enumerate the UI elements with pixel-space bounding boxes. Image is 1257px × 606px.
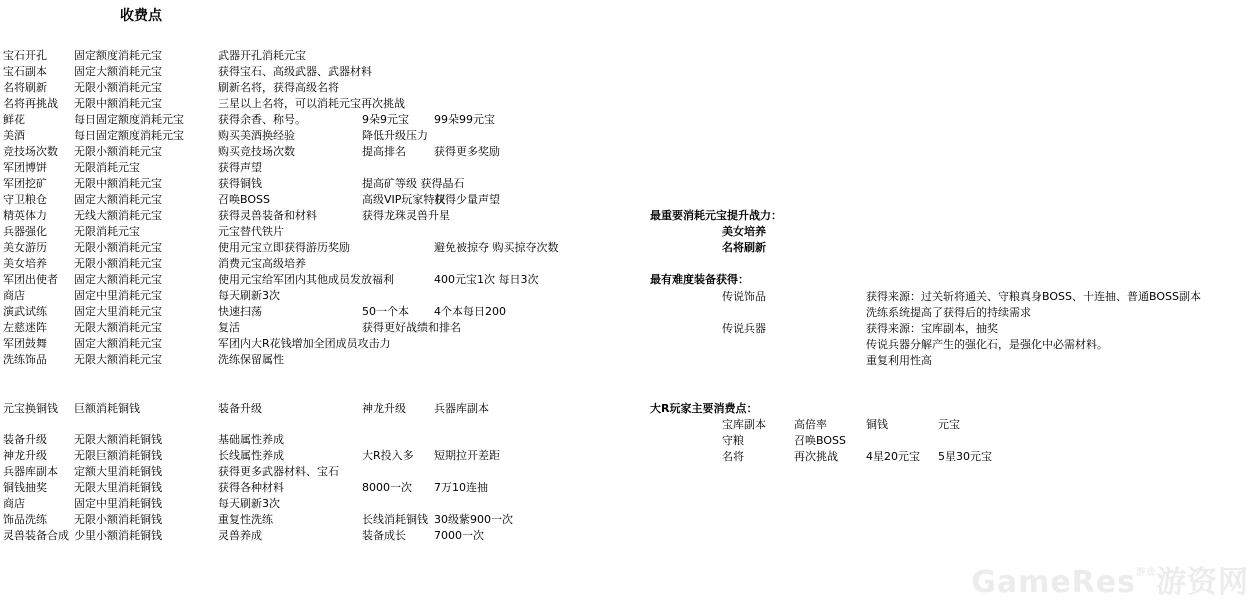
yuanbao-row-18-col3: 复活 xyxy=(218,321,240,334)
yuanbao-row-20-col1: 洗练饰品 xyxy=(3,353,47,366)
copper-row-7-col1: 灵兽装备合成 xyxy=(3,529,69,542)
yuanbao-row-10-col2: 固定大额消耗元宝 xyxy=(74,193,162,206)
copper-row-6-col5: 30级紫900一次 xyxy=(434,513,513,526)
bigr-row-2-col1: 守粮 xyxy=(722,434,744,447)
yuanbao-row-12-col2: 无限消耗元宝 xyxy=(74,225,140,238)
copper-title-row-col4: 神龙升级 xyxy=(362,402,406,415)
copper-row-1-col1: 装备升级 xyxy=(3,433,47,446)
copper-row-4-col2: 无限大里消耗铜钱 xyxy=(74,481,162,494)
yuanbao-row-15-col1: 军团出使者 xyxy=(3,273,58,286)
yuanbao-row-7-col4: 提高排名 xyxy=(362,145,406,158)
yuanbao-row-3-col2: 无限小额消耗元宝 xyxy=(74,81,162,94)
watermark-small: 游戏 xyxy=(1135,568,1156,578)
yuanbao-row-4-col2: 无限中额消耗元宝 xyxy=(74,97,162,110)
gameres-watermark xyxy=(971,566,1249,600)
yuanbao-row-10-col1: 守卫粮仓 xyxy=(3,193,47,206)
yuanbao-row-1-col1: 宝石开孔 xyxy=(3,49,47,62)
power-heading: 最重要消耗元宝提升战力： xyxy=(650,209,782,222)
yuanbao-row-18-col4: 获得更好战绩和排名 xyxy=(362,321,461,334)
yuanbao-row-6-col3: 购买美酒换经验 xyxy=(218,129,295,142)
yuanbao-row-20-col2: 无限大额消耗元宝 xyxy=(74,353,162,366)
yuanbao-row-9-col4: 提高矿等级 获得晶石 xyxy=(362,177,465,190)
yuanbao-row-4-col1: 名将再挑战 xyxy=(3,97,58,110)
gear-note-2: 洗练系统提高了获得后的持续需求 xyxy=(866,306,1031,319)
copper-row-3-col2: 定额大里消耗铜钱 xyxy=(74,465,162,478)
yuanbao-row-16-col2: 固定中里消耗元宝 xyxy=(74,289,162,302)
yuanbao-row-5-col3: 获得余香、称号。 xyxy=(218,113,306,126)
yuanbao-row-12-col1: 兵器强化 xyxy=(3,225,47,238)
copper-row-5-col3: 每天刷新3次 xyxy=(218,497,280,510)
yuanbao-row-2-col3: 获得宝石、高级武器、武器材料 xyxy=(218,65,372,78)
yuanbao-row-15-col3: 使用元宝给军团内其他成员发放福利 xyxy=(218,273,394,286)
yuanbao-row-16-col3: 每天刷新3次 xyxy=(218,289,280,302)
copper-row-7-col4: 装备成长 xyxy=(362,529,406,542)
bigr-row-3-col1: 名将 xyxy=(722,450,744,463)
copper-row-1-col3: 基础属性养成 xyxy=(218,433,284,446)
copper-title-row-col3: 装备升级 xyxy=(218,402,262,415)
yuanbao-row-6-col1: 美酒 xyxy=(3,129,25,142)
yuanbao-row-18-col1: 左慈迷阵 xyxy=(3,321,47,334)
yuanbao-row-16-col1: 商店 xyxy=(3,289,25,302)
yuanbao-row-5-col1: 鲜花 xyxy=(3,113,25,126)
copper-title-row-col5: 兵器库副本 xyxy=(434,402,489,415)
yuanbao-row-10-col5: 获得少量声望 xyxy=(434,193,500,206)
copper-row-2-col4: 大R投入多 xyxy=(362,449,414,462)
yuanbao-row-2-col1: 宝石副本 xyxy=(3,65,47,78)
yuanbao-row-7-col1: 竞技场次数 xyxy=(3,145,58,158)
bigr-row-3-col4: 5星30元宝 xyxy=(938,450,992,463)
yuanbao-row-19-col1: 军团鼓舞 xyxy=(3,337,47,350)
yuanbao-row-8-col3: 获得声望 xyxy=(218,161,262,174)
yuanbao-row-10-col3: 召唤BOSS xyxy=(218,193,270,206)
yuanbao-row-1-col2: 固定额度消耗元宝 xyxy=(74,49,162,62)
power-item-2: 名将刷新 xyxy=(722,241,766,254)
yuanbao-row-17-col2: 固定大里消耗元宝 xyxy=(74,305,162,318)
yuanbao-row-11-col3: 获得灵兽装备和材料 xyxy=(218,209,317,222)
copper-row-4-col3: 获得各种材料 xyxy=(218,481,284,494)
yuanbao-row-17-col3: 快速扫荡 xyxy=(218,305,262,318)
yuanbao-row-5-col4: 9朵9元宝 xyxy=(362,113,409,126)
yuanbao-row-10-col4: 高级VIP玩家特权 xyxy=(362,193,446,206)
yuanbao-row-6-col4: 降低升级压力 xyxy=(362,129,428,142)
gear-note-1: 获得来源：过关斩将通关、守粮真身BOSS、十连抽、普通BOSS副本 xyxy=(866,290,1201,303)
copper-row-4-col5: 7万10连抽 xyxy=(434,481,488,494)
copper-title-row-col2: 巨额消耗铜钱 xyxy=(74,402,140,415)
yuanbao-row-5-col5: 99朵99元宝 xyxy=(434,113,495,126)
yuanbao-row-11-col4: 获得龙珠灵兽升星 xyxy=(362,209,450,222)
yuanbao-row-2-col2: 固定大额消耗元宝 xyxy=(74,65,162,78)
bigr-row-3-col3: 4星20元宝 xyxy=(866,450,920,463)
copper-row-6-col3: 重复性洗练 xyxy=(218,513,273,526)
copper-row-7-col3: 灵兽养成 xyxy=(218,529,262,542)
yuanbao-row-18-col2: 无限大额消耗元宝 xyxy=(74,321,162,334)
copper-row-2-col3: 长线属性养成 xyxy=(218,449,284,462)
gear-item-3: 传说兵器 xyxy=(722,322,766,335)
copper-row-2-col2: 无限巨额消耗铜钱 xyxy=(74,449,162,462)
copper-row-2-col5: 短期拉开差距 xyxy=(434,449,500,462)
copper-row-6-col4: 长线消耗铜钱 xyxy=(362,513,428,526)
copper-row-7-col5: 7000一次 xyxy=(434,529,484,542)
copper-row-3-col1: 兵器库副本 xyxy=(3,465,58,478)
gear-heading: 最有难度装备获得： xyxy=(650,273,749,286)
yuanbao-row-19-col3: 军团内大R花钱增加全团成员攻击力 xyxy=(218,337,391,350)
sheet-title: 收费点 xyxy=(120,8,162,24)
yuanbao-row-9-col1: 军团挖矿 xyxy=(3,177,47,190)
yuanbao-row-5-col2: 每日固定额度消耗元宝 xyxy=(74,113,184,126)
yuanbao-row-17-col1: 演武试练 xyxy=(3,305,47,318)
yuanbao-row-13-col3: 使用元宝立即获得游历奖励 xyxy=(218,241,350,254)
yuanbao-row-4-col3: 三星以上名将，可以消耗元宝再次挑战 xyxy=(218,97,405,110)
yuanbao-row-8-col2: 无限消耗元宝 xyxy=(74,161,140,174)
yuanbao-row-15-col5: 400元宝1次 每日3次 xyxy=(434,273,539,286)
yuanbao-row-11-col2: 无线大额消耗元宝 xyxy=(74,209,162,222)
copper-row-6-col1: 饰品洗练 xyxy=(3,513,47,526)
yuanbao-row-15-col2: 固定大额消耗元宝 xyxy=(74,273,162,286)
copper-row-6-col2: 无限小额消耗铜钱 xyxy=(74,513,162,526)
bigr-row-1-col2: 高倍率 xyxy=(794,418,827,431)
bigr-row-1-col1: 宝库副本 xyxy=(722,418,766,431)
yuanbao-row-3-col3: 刷新名将，获得高级名将 xyxy=(218,81,339,94)
yuanbao-row-13-col1: 美女游历 xyxy=(3,241,47,254)
copper-row-7-col2: 少里小额消耗铜钱 xyxy=(74,529,162,542)
bigr-row-1-col4: 元宝 xyxy=(938,418,960,431)
yuanbao-row-3-col1: 名将刷新 xyxy=(3,81,47,94)
yuanbao-row-7-col2: 无限小额消耗元宝 xyxy=(74,145,162,158)
yuanbao-row-14-col2: 无限小额消耗元宝 xyxy=(74,257,162,270)
bigr-row-1-col3: 铜钱 xyxy=(866,418,888,431)
yuanbao-row-7-col5: 获得更多奖励 xyxy=(434,145,500,158)
copper-title-row-col1: 元宝换铜钱 xyxy=(3,402,58,415)
gear-note-5: 重复利用性高 xyxy=(866,354,932,367)
yuanbao-row-8-col1: 军团博饼 xyxy=(3,161,47,174)
gear-note-3: 获得来源：宝库副本，抽奖 xyxy=(866,322,998,335)
yuanbao-row-9-col2: 无限中额消耗元宝 xyxy=(74,177,162,190)
yuanbao-row-19-col2: 固定大额消耗元宝 xyxy=(74,337,162,350)
yuanbao-row-11-col1: 精英体力 xyxy=(3,209,47,222)
gear-note-4: 传说兵器分解产生的强化石，是强化中必需材料。 xyxy=(866,338,1108,351)
yuanbao-row-6-col2: 每日固定额度消耗元宝 xyxy=(74,129,184,142)
gear-item-1: 传说饰品 xyxy=(722,290,766,303)
yuanbao-row-14-col3: 消费元宝高级培养 xyxy=(218,257,306,270)
yuanbao-row-17-col4: 50一个本 xyxy=(362,305,409,318)
yuanbao-row-13-col2: 无限小额消耗元宝 xyxy=(74,241,162,254)
power-item-1: 美女培养 xyxy=(722,225,766,238)
yuanbao-row-9-col3: 获得铜钱 xyxy=(218,177,262,190)
yuanbao-row-17-col5: 4个本每日200 xyxy=(434,305,506,318)
bigr-row-3-col2: 再次挑战 xyxy=(794,450,838,463)
bigr-heading: 大R玩家主要消费点： xyxy=(650,402,758,415)
yuanbao-row-14-col1: 美女培养 xyxy=(3,257,47,270)
watermark-text: GameRes xyxy=(971,565,1136,600)
yuanbao-row-12-col3: 元宝替代铁片 xyxy=(218,225,284,238)
copper-row-3-col3: 获得更多武器材料、宝石 xyxy=(218,465,339,478)
yuanbao-row-20-col3: 洗练保留属性 xyxy=(218,353,284,366)
bigr-row-2-col2: 召唤BOSS xyxy=(794,434,846,447)
copper-row-4-col4: 8000一次 xyxy=(362,481,412,494)
yuanbao-row-7-col3: 购买竞技场次数 xyxy=(218,145,295,158)
copper-row-2-col1: 神龙升级 xyxy=(3,449,47,462)
yuanbao-row-13-col5: 避免被掠夺 购买掠夺次数 xyxy=(434,241,559,254)
watermark-cn: 游资网 xyxy=(1156,565,1249,600)
yuanbao-row-1-col3: 武器开孔消耗元宝 xyxy=(218,49,306,62)
copper-row-4-col1: 铜钱抽奖 xyxy=(3,481,47,494)
copper-row-1-col2: 无限大额消耗铜钱 xyxy=(74,433,162,446)
copper-row-5-col1: 商店 xyxy=(3,497,25,510)
copper-row-5-col2: 固定中里消耗铜钱 xyxy=(74,497,162,510)
